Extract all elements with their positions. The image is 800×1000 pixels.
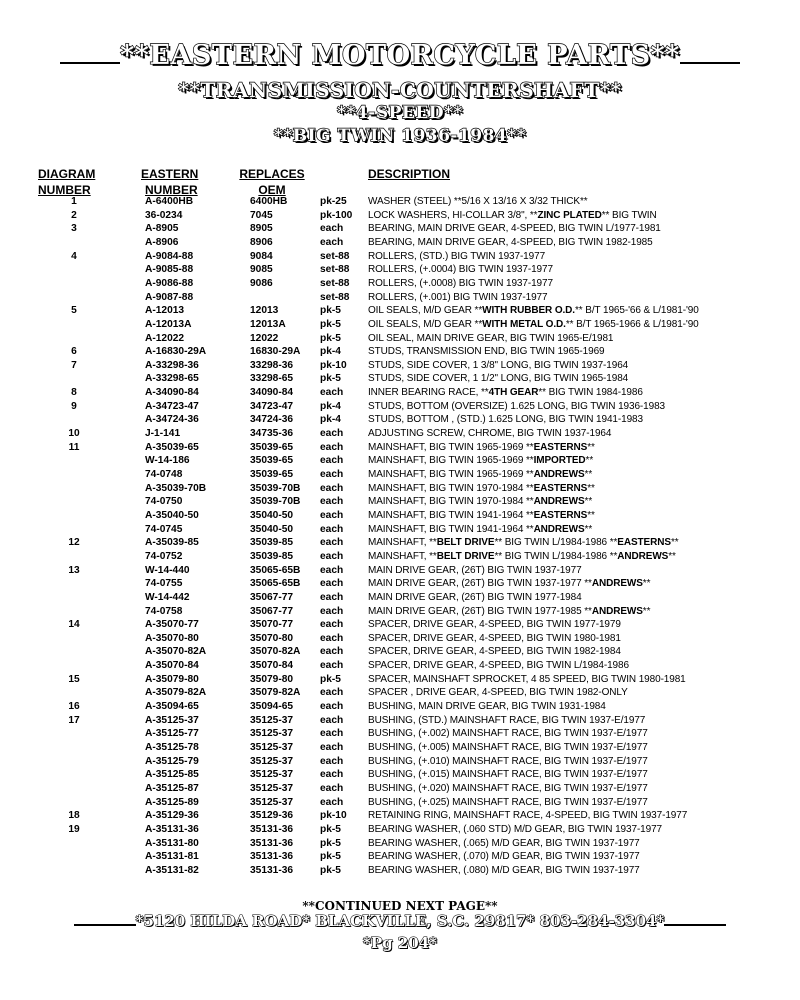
oem-number: 12022 [250, 332, 279, 344]
table-row [0, 359, 800, 373]
eastern-number: 74-0758 [145, 605, 183, 617]
diagram-number: 18 [68, 810, 80, 822]
description: ROLLERS, (+.0008) BIG TWIN 1937-1977 [368, 277, 553, 289]
package-qty: pk-5 [320, 864, 341, 876]
col-header-eastern [141, 166, 198, 198]
description: STUDS, BOTTOM , (STD.) 1.625 LONG, BIG TWIN 1941-1983 [368, 414, 643, 426]
description: MAINSHAFT, BIG TWIN 1941-1964 **EASTERNS** [368, 509, 595, 521]
address-rule-right [664, 924, 726, 926]
package-qty: each [320, 441, 344, 453]
description: BUSHING, (+.002) MAINSHAFT RACE, BIG TWIN 1937-E/1977 [368, 728, 648, 740]
description: BUSHING, (+.010) MAINSHAFT RACE, BIG TWIN 1937-E/1977 [368, 755, 648, 767]
eastern-number: A-35070-84 [145, 660, 199, 672]
eastern-number: J-1-141 [145, 428, 181, 440]
eastern-number: A-9086-88 [145, 277, 194, 289]
continued-note: **CONTINUED NEXT PAGE** [302, 899, 498, 913]
description: BEARING WASHER, (.060 STD) M/D GEAR, BIG TWIN 1937-1977 [368, 823, 663, 835]
description: OIL SEALS, M/D GEAR **WITH RUBBER O.D.** B/T 1965-'66 & L/1981-'90 [368, 305, 699, 317]
oem-number: 35070-84 [250, 660, 294, 672]
diagram-number: 13 [68, 564, 80, 576]
eastern-number: A-8906 [145, 236, 179, 248]
description: STUDS, BOTTOM (OVERSIZE) 1.625 LONG, BIG TWIN 1936-1983 [368, 400, 665, 412]
description: MAIN DRIVE GEAR, (26T) BIG TWIN 1977-1985 **ANDREWS** [368, 605, 651, 617]
eastern-number: 36-0234 [145, 209, 183, 221]
package-qty: each [320, 428, 344, 440]
eastern-number: A-9084-88 [145, 250, 194, 262]
oem-number: 9086 [250, 277, 273, 289]
description: ROLLERS, (STD.) BIG TWIN 1937-1977 [368, 250, 546, 262]
package-qty: pk-5 [320, 673, 341, 685]
eastern-number: A-35039-85 [145, 537, 199, 549]
table-row [0, 700, 800, 714]
eastern-number: A-35070-80 [145, 632, 199, 644]
package-qty: each [320, 482, 344, 494]
oem-number: 35125-37 [250, 769, 294, 781]
description: SPACER, DRIVE GEAR, 4-SPEED, BIG TWIN L/1984-1986 [368, 660, 629, 672]
eastern-number: 74-0755 [145, 578, 183, 590]
section-title: **TRANSMISSION-COUNTERSHAFT** [178, 78, 622, 102]
table-row [0, 850, 800, 864]
package-qty: each [320, 728, 344, 740]
table-row [0, 727, 800, 741]
eastern-number: A-9087-88 [145, 291, 194, 303]
package-qty: pk-25 [320, 196, 347, 207]
oem-number: 9084 [250, 250, 273, 262]
table-row [0, 618, 800, 632]
package-qty: set-88 [320, 250, 350, 262]
description: MAINSHAFT, **BELT DRIVE** BIG TWIN L/1984-1986 **EASTERNS** [368, 537, 679, 549]
package-qty: each [320, 619, 344, 631]
package-qty: each [320, 742, 344, 753]
oem-number: 34724-36 [250, 414, 294, 426]
table-row [0, 277, 800, 291]
description: BUSHING, (STD.) MAINSHAFT RACE, BIG TWIN 1937-E/1977 [368, 714, 646, 726]
description: MAINSHAFT, BIG TWIN 1970-1984 **EASTERNS** [368, 482, 595, 494]
description: BUSHING, MAIN DRIVE GEAR, BIG TWIN 1931-1984 [368, 701, 606, 713]
address-line [0, 912, 800, 930]
eastern-number: A-33298-65 [145, 373, 199, 385]
oem-number: 35070-80 [250, 632, 294, 644]
table-row [0, 413, 800, 427]
table-row [0, 714, 800, 728]
package-qty: each [320, 550, 344, 562]
package-qty: each [320, 714, 344, 726]
oem-number: 35070-82A [250, 646, 301, 658]
package-qty: pk-100 [320, 209, 353, 221]
package-qty: each [320, 496, 344, 508]
package-qty: each [320, 455, 344, 467]
eastern-number: A-35070-77 [145, 619, 199, 631]
oem-number: 35125-37 [250, 742, 294, 753]
oem-number: 8906 [250, 236, 273, 248]
table-row [0, 236, 800, 250]
table-row [0, 673, 800, 687]
oem-number: 35040-50 [250, 523, 294, 535]
table-row [0, 509, 800, 523]
package-qty: each [320, 523, 344, 535]
oem-number: 35125-37 [250, 714, 294, 726]
oem-number: 34090-84 [250, 387, 294, 399]
table-row [0, 468, 800, 482]
description: RETAINING RING, MAINSHAFT RACE, 4-SPEED, BIG TWIN 1937-1977 [368, 810, 688, 822]
eastern-number: 74-0748 [145, 469, 183, 480]
oem-number: 35094-65 [250, 701, 294, 713]
address-text: *5120 HILDA ROAD* BLACKVILLE, S.C. 29817* 803-284-3304* [135, 912, 665, 930]
oem-number: 35079-80 [250, 673, 294, 685]
diagram-number: 8 [71, 387, 77, 399]
package-qty: each [320, 387, 344, 399]
col-header-diagram-line1: DIAGRAM [38, 167, 96, 181]
table-row [0, 632, 800, 646]
oem-number: 12013A [250, 318, 286, 330]
package-qty: pk-5 [320, 332, 341, 344]
description: BUSHING, (+.020) MAINSHAFT RACE, BIG TWIN 1937-E/1977 [368, 782, 648, 794]
table-row [0, 823, 800, 837]
description: MAINSHAFT, **BELT DRIVE** BIG TWIN L/1984-1986 **ANDREWS** [368, 550, 676, 562]
oem-number: 34723-47 [250, 400, 294, 412]
table-row [0, 454, 800, 468]
diagram-number: 7 [71, 359, 77, 371]
description: MAINSHAFT, BIG TWIN 1941-1964 **ANDREWS** [368, 523, 593, 535]
table-row [0, 427, 800, 441]
package-qty: pk-4 [320, 346, 341, 358]
table-row [0, 222, 800, 236]
description: MAINSHAFT, BIG TWIN 1965-1969 **ANDREWS** [368, 469, 593, 480]
oem-number: 34735-36 [250, 428, 294, 440]
eastern-number: A-35131-80 [145, 837, 199, 849]
diagram-number: 11 [68, 441, 80, 453]
description: ROLLERS, (+.001) BIG TWIN 1937-1977 [368, 291, 548, 303]
oem-number: 33298-65 [250, 373, 294, 385]
package-qty: set-88 [320, 277, 350, 289]
eastern-number: W-14-186 [145, 455, 190, 467]
table-row [0, 482, 800, 496]
table-row [0, 536, 800, 550]
table-row [0, 386, 800, 400]
diagram-number: 15 [68, 673, 80, 685]
catalog-title-text: **EASTERN MOTORCYCLE PARTS** [120, 40, 680, 71]
eastern-number: A-35131-82 [145, 864, 199, 876]
table-row [0, 645, 800, 659]
table-row [0, 605, 800, 619]
oem-number: 35131-36 [250, 837, 294, 849]
description: BEARING WASHER, (.065) M/D GEAR, BIG TWIN 1937-1977 [368, 837, 640, 849]
oem-number: 35039-85 [250, 537, 294, 549]
col-header-eastern-line1: EASTERN [141, 167, 199, 181]
description: MAIN DRIVE GEAR, (26T) BIG TWIN 1937-1977 [368, 564, 582, 576]
package-qty: each [320, 755, 344, 767]
package-qty: each [320, 687, 344, 699]
oem-number: 33298-36 [250, 359, 294, 371]
package-qty: each [320, 564, 344, 576]
oem-number: 12013 [250, 305, 279, 317]
diagram-number: 5 [71, 305, 77, 317]
oem-number: 35067-77 [250, 591, 294, 603]
eastern-number: A-35070-82A [145, 646, 207, 658]
oem-number: 7045 [250, 209, 273, 221]
package-qty: each [320, 591, 344, 603]
eastern-number: A-12022 [145, 332, 185, 344]
package-qty: each [320, 769, 344, 781]
oem-number: 35039-70B [250, 482, 301, 494]
eastern-number: A-33298-36 [145, 359, 199, 371]
page-number: *Pg 204* [363, 934, 437, 952]
oem-number: 35131-36 [250, 851, 294, 863]
package-qty: pk-4 [320, 400, 341, 412]
table-row [0, 782, 800, 796]
diagram-number: 17 [68, 714, 80, 726]
eastern-number: A-35040-50 [145, 509, 199, 521]
description: SPACER, MAINSHAFT SPROCKET, 4 85 SPEED, BIG TWIN 1980-1981 [368, 673, 686, 685]
title-rule-left [60, 62, 120, 64]
diagram-number: 4 [71, 250, 77, 262]
eastern-number: A-35039-70B [145, 482, 207, 494]
oem-number: 16830-29A [250, 346, 301, 358]
col-header-replaces [236, 166, 308, 198]
package-qty: set-88 [320, 291, 350, 303]
oem-number: 35125-37 [250, 796, 294, 808]
diagram-number: 3 [71, 223, 77, 235]
table-row [0, 304, 800, 318]
diagram-number: 1 [71, 196, 77, 207]
table-row [0, 796, 800, 810]
col-header-replaces-line1: REPLACES [239, 167, 305, 181]
eastern-number: A-12013 [145, 305, 185, 317]
table-row [0, 345, 800, 359]
eastern-number: A-8905 [145, 223, 179, 235]
description: SPACER, DRIVE GEAR, 4-SPEED, BIG TWIN 1980-1981 [368, 632, 621, 644]
description: SPACER, DRIVE GEAR, 4-SPEED, BIG TWIN 1977-1979 [368, 619, 621, 631]
diagram-number: 19 [68, 823, 80, 835]
description: WASHER (STEEL) **5/16 X 13/16 X 3/32 THICK** [368, 196, 588, 207]
table-row [0, 591, 800, 605]
table-row [0, 400, 800, 414]
eastern-number: A-35131-36 [145, 823, 199, 835]
package-qty: each [320, 782, 344, 794]
eastern-number: A-16830-29A [145, 346, 207, 358]
package-qty: pk-4 [320, 414, 341, 426]
description: LOCK WASHERS, HI-COLLAR 3/8", **ZINC PLATED** BIG TWIN [368, 209, 657, 221]
description: STUDS, TRANSMISSION END, BIG TWIN 1965-1969 [368, 346, 605, 358]
catalog-title [0, 40, 800, 71]
oem-number: 35067-77 [250, 605, 294, 617]
oem-number: 35039-70B [250, 496, 301, 508]
diagram-number: 9 [71, 400, 77, 412]
diagram-number: 6 [71, 346, 77, 358]
diagram-number: 10 [68, 428, 80, 440]
table-row [0, 441, 800, 455]
description: INNER BEARING RACE, **4TH GEAR** BIG TWIN 1984-1986 [368, 387, 643, 399]
package-qty: pk-5 [320, 851, 341, 863]
table-row [0, 195, 800, 209]
description: MAINSHAFT, BIG TWIN 1965-1969 **EASTERNS** [368, 441, 595, 453]
eastern-number: 74-0750 [145, 496, 183, 508]
model-subtitle: **BIG TWIN 1936-1984** [273, 126, 527, 146]
eastern-number: A-35125-37 [145, 714, 199, 726]
eastern-number: A-35125-79 [145, 755, 199, 767]
table-row [0, 659, 800, 673]
package-qty: pk-5 [320, 823, 341, 835]
description: SPACER, DRIVE GEAR, 4-SPEED, BIG TWIN 1982-1984 [368, 646, 621, 658]
eastern-number: 74-0745 [145, 523, 183, 535]
package-qty: each [320, 578, 344, 590]
oem-number: 35129-36 [250, 810, 294, 822]
oem-number: 35065-65B [250, 578, 301, 590]
eastern-number: A-35129-36 [145, 810, 199, 822]
description: SPACER , DRIVE GEAR, 4-SPEED, BIG TWIN 1982-ONLY [368, 687, 628, 699]
col-header-description: DESCRIPTION [368, 167, 451, 181]
eastern-number: A-12013A [145, 318, 192, 330]
table-row [0, 686, 800, 700]
package-qty: pk-10 [320, 359, 347, 371]
package-qty: each [320, 223, 344, 235]
eastern-number: A-9085-88 [145, 264, 194, 276]
table-row [0, 318, 800, 332]
col-header-eastern-line2: NUMBER [145, 183, 198, 197]
table-row [0, 495, 800, 509]
table-row [0, 564, 800, 578]
table-row [0, 755, 800, 769]
eastern-number: A-35039-65 [145, 441, 199, 453]
oem-number: 35125-37 [250, 755, 294, 767]
oem-number: 35131-36 [250, 864, 294, 876]
eastern-number: A-34723-47 [145, 400, 199, 412]
eastern-number: A-35079-80 [145, 673, 199, 685]
description: MAIN DRIVE GEAR, (26T) BIG TWIN 1977-1984 [368, 591, 582, 603]
table-row [0, 263, 800, 277]
package-qty: pk-5 [320, 318, 341, 330]
eastern-number: A-6400HB [145, 196, 194, 207]
eastern-number: 74-0752 [145, 550, 183, 562]
table-row [0, 550, 800, 564]
oem-number: 35039-85 [250, 550, 294, 562]
description: STUDS, SIDE COVER, 1 1/2" LONG, BIG TWIN 1965-1984 [368, 373, 629, 385]
speed-subtitle: **4-SPEED** [337, 103, 463, 123]
oem-number: 35040-50 [250, 509, 294, 521]
description: MAINSHAFT, BIG TWIN 1970-1984 **ANDREWS** [368, 496, 593, 508]
description: STUDS, SIDE COVER, 1 3/8" LONG, BIG TWIN 1937-1964 [368, 359, 629, 371]
description: ADJUSTING SCREW, CHROME, BIG TWIN 1937-1964 [368, 428, 612, 440]
description: ROLLERS, (+.0004) BIG TWIN 1937-1977 [368, 264, 553, 276]
oem-number: 35039-65 [250, 469, 294, 480]
description: BEARING, MAIN DRIVE GEAR, 4-SPEED, BIG TWIN L/1977-1981 [368, 223, 661, 235]
eastern-number: A-35125-85 [145, 769, 199, 781]
oem-number: 35125-37 [250, 782, 294, 794]
package-qty: each [320, 632, 344, 644]
eastern-number: A-35125-77 [145, 728, 199, 740]
col-header-replaces-line2: OEM [258, 183, 286, 197]
table-row [0, 209, 800, 223]
package-qty: pk-5 [320, 837, 341, 849]
eastern-number: A-35125-89 [145, 796, 199, 808]
eastern-number: A-34724-36 [145, 414, 199, 426]
oem-number: 35039-65 [250, 455, 294, 467]
description: BUSHING, (+.015) MAINSHAFT RACE, BIG TWIN 1937-E/1977 [368, 769, 648, 781]
eastern-number: A-35125-78 [145, 742, 199, 753]
package-qty: each [320, 537, 344, 549]
oem-number: 35131-36 [250, 823, 294, 835]
description: MAINSHAFT, BIG TWIN 1965-1969 **IMPORTED** [368, 455, 594, 467]
table-row [0, 741, 800, 755]
package-qty: pk-5 [320, 373, 341, 385]
description: BUSHING, (+.025) MAINSHAFT RACE, BIG TWIN 1937-E/1977 [368, 796, 648, 808]
package-qty: each [320, 469, 344, 480]
table-row [0, 577, 800, 591]
description: BEARING WASHER, (.080) M/D GEAR, BIG TWIN 1937-1977 [368, 864, 640, 876]
diagram-number: 16 [68, 701, 80, 713]
address-rule-left [74, 924, 136, 926]
package-qty: each [320, 796, 344, 808]
eastern-number: A-35079-82A [145, 687, 207, 699]
package-qty: each [320, 660, 344, 672]
table-row [0, 837, 800, 851]
package-qty: each [320, 646, 344, 658]
description: BEARING, MAIN DRIVE GEAR, 4-SPEED, BIG TWIN 1982-1985 [368, 236, 653, 248]
table-row [0, 250, 800, 264]
eastern-number: A-34090-84 [145, 387, 199, 399]
eastern-number: A-35131-81 [145, 851, 199, 863]
table-row [0, 523, 800, 537]
table-row [0, 768, 800, 782]
table-row [0, 291, 800, 305]
package-qty: set-88 [320, 264, 350, 276]
col-header-diagram [38, 166, 95, 198]
package-qty: pk-5 [320, 305, 341, 317]
package-qty: each [320, 236, 344, 248]
table-row [0, 332, 800, 346]
table-row [0, 372, 800, 386]
diagram-number: 2 [71, 209, 77, 221]
oem-number: 35125-37 [250, 728, 294, 740]
oem-number: 6400HB [250, 196, 288, 207]
oem-number: 35065-65B [250, 564, 301, 576]
description: OIL SEALS, M/D GEAR **WITH METAL O.D.** B/T 1965-1966 & L/1981-'90 [368, 318, 699, 330]
description: BUSHING, (+.005) MAINSHAFT RACE, BIG TWIN 1937-E/1977 [368, 742, 648, 753]
oem-number: 35079-82A [250, 687, 301, 699]
eastern-number: W-14-440 [145, 564, 190, 576]
eastern-number: A-35125-87 [145, 782, 199, 794]
table-row [0, 864, 800, 878]
oem-number: 9085 [250, 264, 273, 276]
description: BEARING WASHER, (.070) M/D GEAR, BIG TWIN 1937-1977 [368, 851, 640, 863]
oem-number: 35070-77 [250, 619, 294, 631]
oem-number: 8905 [250, 223, 273, 235]
diagram-number: 14 [68, 619, 80, 631]
eastern-number: A-35094-65 [145, 701, 199, 713]
description: OIL SEAL, MAIN DRIVE GEAR, BIG TWIN 1965-E/1981 [368, 332, 614, 344]
diagram-number: 12 [68, 537, 80, 549]
package-qty: each [320, 509, 344, 521]
package-qty: pk-10 [320, 810, 347, 822]
package-qty: each [320, 605, 344, 617]
table-row [0, 809, 800, 823]
package-qty: each [320, 701, 344, 713]
description: MAIN DRIVE GEAR, (26T) BIG TWIN 1937-1977 **ANDREWS** [368, 578, 651, 590]
eastern-number: W-14-442 [145, 591, 190, 603]
col-header-diagram-line2: NUMBER [38, 183, 91, 197]
oem-number: 35039-65 [250, 441, 294, 453]
title-rule-right [680, 62, 740, 64]
